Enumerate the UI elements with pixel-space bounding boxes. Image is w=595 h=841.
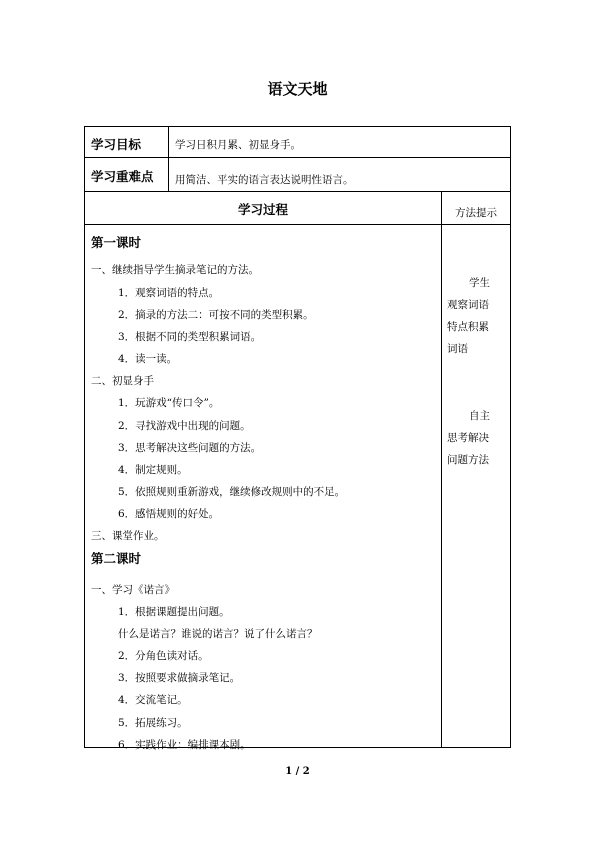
- list-item: 1．玩游戏“传口令”。: [118, 397, 220, 409]
- process-header: 学习过程: [237, 202, 288, 217]
- list-item: 4．读一读。: [118, 353, 178, 365]
- list-item: 2．摘录的方法二：可按不同的类型积累。: [118, 309, 314, 321]
- page-number: 1 / 2: [285, 766, 310, 777]
- focus-value: 用简洁、平实的语言表达说明性语言。: [175, 174, 354, 186]
- list-item: 1．根据课题提出问题。: [118, 606, 230, 618]
- tip-text: 特点积累: [447, 321, 489, 333]
- goal-label: 学习目标: [91, 137, 142, 152]
- list-item: 一、继续指导学生摘录笔记的方法。: [91, 264, 259, 276]
- list-item: 4．制定规则。: [118, 464, 188, 476]
- lesson2-heading: 第二课时: [91, 551, 142, 566]
- list-item: 什么是诺言？谁说的诺言？说了什么诺言？: [118, 628, 318, 640]
- tips-header: 方法提示: [455, 207, 497, 219]
- tip-text: 自主: [469, 410, 490, 422]
- page-title: 语文天地: [267, 80, 328, 98]
- list-item: 三、课堂作业。: [91, 530, 165, 542]
- list-item: 3．思考解决这些问题的方法。: [118, 442, 262, 454]
- list-item: 2．分角色读对话。: [118, 650, 209, 662]
- row-divider: [85, 157, 510, 158]
- list-item: 1．观察词语的特点。: [118, 287, 220, 299]
- list-item: 3．根据不同的类型积累词语。: [118, 331, 262, 343]
- tip-text: 词语: [447, 343, 468, 355]
- lesson-plan-table: [84, 126, 511, 751]
- list-item: 2．寻找游戏中出现的问题。: [118, 420, 251, 432]
- list-item: 6．实践作业：编排课本剧。: [118, 739, 251, 751]
- list-item: 5．拓展练习。: [118, 717, 188, 729]
- tip-text: 问题方法: [447, 454, 489, 466]
- list-item: 二、初显身手: [91, 375, 154, 387]
- focus-label: 学习重难点: [91, 169, 154, 184]
- tip-text: 思考解决: [447, 432, 489, 444]
- list-item: 6．感悟规则的好处。: [118, 508, 220, 520]
- list-item: 4．交流笔记。: [118, 694, 188, 706]
- row-divider: [85, 191, 510, 192]
- lesson1-heading: 第一课时: [91, 235, 142, 250]
- list-item: 3．按照要求做摘录笔记。: [118, 672, 241, 684]
- row-divider: [85, 224, 510, 225]
- list-item: 5．依照规则重新游戏，继续修改规则中的不足。: [118, 486, 346, 498]
- tips-column-divider: [441, 191, 442, 748]
- tip-text: 观察词语: [447, 299, 489, 311]
- list-item: 一、学习《诺言》: [91, 584, 175, 596]
- goal-value: 学习日积月累、初显身手。: [175, 139, 301, 151]
- label-column-divider: [168, 127, 169, 191]
- tip-text: 学生: [469, 277, 490, 289]
